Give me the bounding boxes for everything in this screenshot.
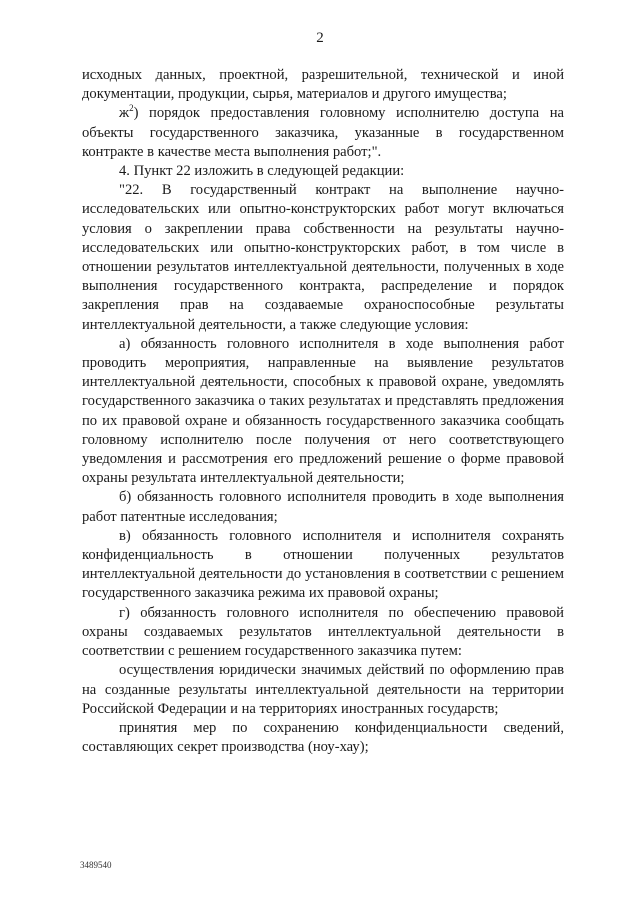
paragraph-item-b	[82, 488, 564, 526]
paragraph-amendment-4	[82, 162, 564, 181]
paragraph-item-g	[82, 604, 564, 662]
item-superscript: 2	[129, 103, 134, 114]
paragraph-item-v	[82, 527, 564, 604]
paragraph-text: а) обязанность головного исполнителя в ходе выполнения работ проводить мероприятия, направленные на выявление результатов интеллектуальной деятельности, способных к правовой охране, уведомлять государственного заказчика о таких результатах и представлять предложения по их правовой охране и обязанность государственного заказчика сообщать головному исполнителю после получения от него соответствующего уведомления и рассмотрения его предложений решение о форме правовой охраны результата интеллектуальной деятельности;	[82, 335, 564, 487]
paragraph-subitem-legal-actions	[82, 661, 564, 719]
page-number: 2	[316, 30, 324, 46]
paragraph-text: принятия мер по сохранению конфиденциальности сведений, составляющих секрет производства (ноу-хау);	[82, 719, 564, 756]
paragraph-text: исходных данных, проектной, разрешительной, технической и иной документации, продукции, сырья, материалов и другого имущества;	[82, 67, 564, 103]
paragraph-text: осуществления юридически значимых действий по оформлению прав на созданные результаты интеллектуальной деятельности на территории Российской Федерации и на территориях иностранных государств;	[82, 662, 564, 717]
document-body	[82, 66, 564, 757]
paragraph-item-a	[82, 335, 564, 489]
paragraph-item-zh2	[82, 104, 564, 162]
paragraph-text: б) обязанность головного исполнителя проводить в ходе выполнения работ патентные исследования;	[82, 489, 564, 525]
document-id: 3489540	[80, 860, 112, 870]
paragraph-text: г) обязанность головного исполнителя по обеспечению правовой охраны создаваемых результатов интеллектуальной деятельности в соответствии с решением государственного заказчика путем:	[82, 604, 564, 660]
paragraph-subitem-confidentiality	[82, 719, 564, 757]
paragraph-text: 4. Пункт 22 изложить в следующей редакции:	[119, 163, 405, 180]
paragraph-clause-22	[82, 181, 564, 335]
item-letter: ж	[119, 105, 130, 122]
paragraph-text: "22. В государственный контракт на выполнение научно-исследовательских или опытно-конструкторских работ могут включаться условия о закреплении права собственности на результаты научно-исследовательских или опытно-конструкторских работ, в том числе в отношении результатов интеллектуальной деятельности, полученных в ходе выполнения государственного контракта, распределение и порядок закрепления прав на создаваемые охраноспособные результаты интеллектуальной деятельности, а также следующие условия:	[82, 182, 564, 333]
paragraph-text: ) порядок предоставления головному исполнителю доступа на объекты государственного заказчика, указанные в государственном контракте в качестве места выполнения работ;".	[82, 105, 564, 160]
paragraph-text: в) обязанность головного исполнителя и исполнителя сохранять конфиденциальность в отношении полученных результатов интеллектуальной деятельности до установления в соответствии с решением государственного заказчика режима их правовой охраны;	[82, 527, 564, 602]
paragraph-continuation	[82, 66, 564, 104]
